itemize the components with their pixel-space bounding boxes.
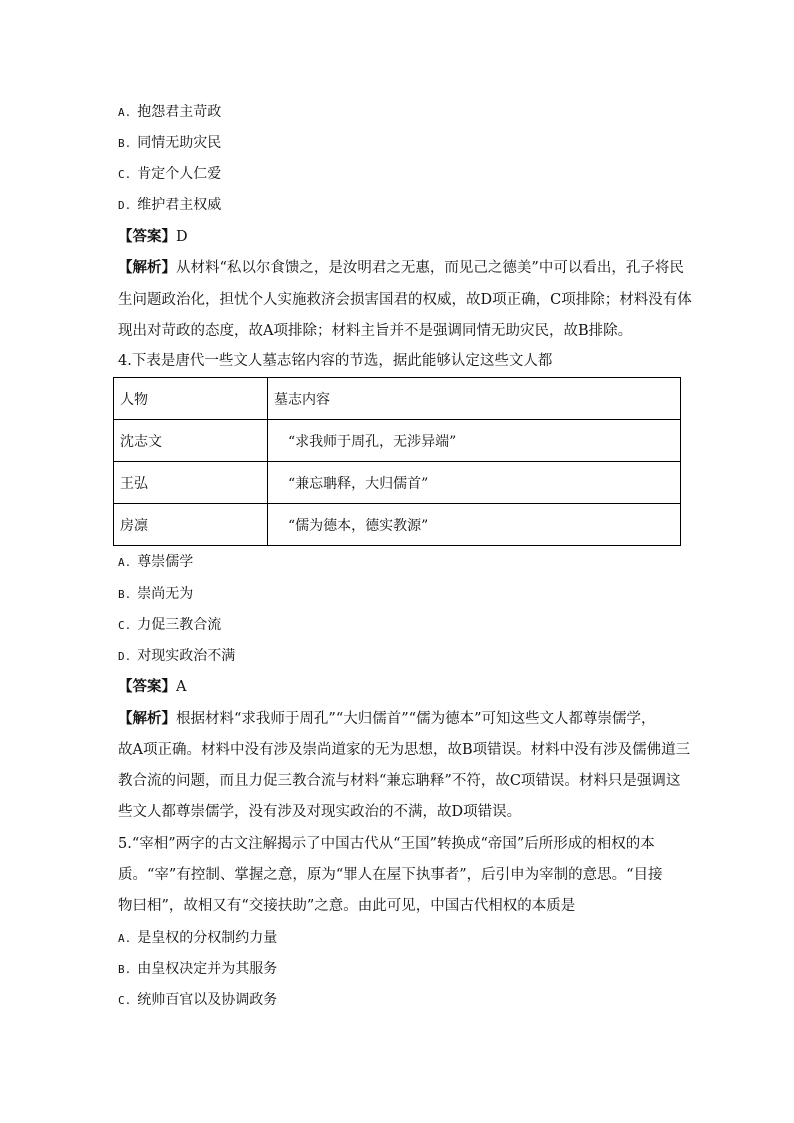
- answer-value: D: [176, 229, 188, 245]
- option-letter: C.: [118, 619, 132, 632]
- option-letter: C.: [118, 994, 132, 1007]
- option-letter: B.: [118, 137, 132, 150]
- q4-option-b: [118, 584, 193, 605]
- answer-label: 【答案】: [118, 678, 176, 695]
- q4-option-c: [118, 615, 221, 636]
- option-text: 维护君主权威: [137, 197, 222, 213]
- option-letter: D.: [118, 199, 132, 212]
- table-row: [114, 504, 681, 546]
- option-letter: C.: [118, 168, 132, 181]
- option-text: 崇尚无为: [137, 586, 194, 602]
- analysis-label: 【解析】: [118, 259, 176, 276]
- option-letter: A.: [118, 556, 132, 569]
- cell-person: 房凛: [114, 504, 268, 546]
- q4-analysis-line-2: 故A项正确。材料中没有涉及崇尚道家的无为思想，故B项错误。材料中没有涉及儒佛道三: [118, 742, 691, 758]
- q3-analysis-line-1: [118, 258, 684, 278]
- q3-analysis-line-2: 生问题政治化，担忧个人实施救济会损害国君的权威，故D项正确，C项排除；材料没有体: [118, 292, 692, 308]
- header-person: 人物: [114, 378, 268, 420]
- table-header-row: [114, 378, 681, 420]
- q5-stem-line-2: 质。“宰”有控制、掌握之意，原为“罪人在屋下执事者”，后引申为宰制的意思。“目接: [118, 867, 663, 883]
- option-text: 尊崇儒学: [137, 554, 194, 570]
- cell-content: “兼忘聃释，大归儒首”: [268, 462, 681, 504]
- q4-analysis-line-4: 些文人都尊崇儒学，没有涉及对现实政治的不满，故D项错误。: [118, 804, 522, 820]
- q3-answer: [118, 227, 188, 247]
- analysis-text: 从材料“私以尔食馈之，是汝明君之无惠，而见己之德美”中可以看出，孔子将民: [176, 260, 684, 276]
- option-letter: B.: [118, 963, 132, 976]
- cell-person: 王弘: [114, 462, 268, 504]
- q3-option-b: [118, 133, 221, 154]
- header-content: 墓志内容: [268, 378, 681, 420]
- q4-option-d: [118, 646, 235, 667]
- cell-content: “求我师于周孔，无涉异端”: [268, 420, 681, 462]
- option-text: 力促三教合流: [137, 617, 222, 633]
- option-text: 由皇权决定并为其服务: [137, 961, 278, 977]
- option-text: 是皇权的分权制约力量: [137, 930, 278, 946]
- option-letter: A.: [118, 932, 132, 945]
- q5-option-c: [118, 990, 277, 1011]
- q4-analysis-line-1: [118, 709, 655, 729]
- q3-option-d: [118, 195, 221, 216]
- q5-option-b: [118, 959, 277, 980]
- table-row: [114, 462, 681, 504]
- table-row: [114, 420, 681, 462]
- option-text: 肯定个人仁爱: [137, 166, 222, 182]
- q5-option-a: [118, 928, 277, 949]
- q5-stem-line-3: 物曰相”，故相又有“交接扶助”之意。由此可见，中国古代相权的本质是: [118, 898, 576, 914]
- q3-analysis-line-3: 现出对苛政的态度，故A项排除；材料主旨并不是强调同情无助灾民，故B排除。: [118, 323, 633, 339]
- analysis-label: 【解析】: [118, 710, 176, 727]
- q4-stem: 4.下表是唐代一些文人墓志铭内容的节选，据此能够认定这些文人都: [118, 353, 553, 369]
- epitaph-table: [113, 377, 681, 546]
- answer-label: 【答案】: [118, 228, 176, 245]
- q4-answer: [118, 677, 186, 697]
- option-text: 统帅百官以及协调政务: [137, 992, 278, 1008]
- option-letter: D.: [118, 650, 132, 663]
- cell-person: 沈志文: [114, 420, 268, 462]
- q4-option-a: [118, 552, 193, 573]
- q3-option-c: [118, 164, 221, 185]
- q5-stem-line-1: 5.“宰相”两字的古文注解揭示了中国古代从“王国”转换成“帝国”后所形成的相权的本: [118, 836, 655, 852]
- analysis-text: 根据材料“求我师于周孔”“大归儒首”“儒为德本”可知这些文人都尊崇儒学，: [176, 711, 656, 727]
- q4-analysis-line-3: 教合流的问题，而且力促三教合流与材料“兼忘聃释”不符，故C项错误。材料只是强调这: [118, 773, 681, 789]
- option-letter: B.: [118, 588, 132, 601]
- option-text: 对现实政治不满: [137, 648, 236, 664]
- option-text: 同情无助灾民: [137, 135, 222, 151]
- option-text: 抱怨君主苛政: [137, 104, 222, 120]
- cell-content: “儒为德本，德实教源”: [268, 504, 681, 546]
- answer-value: A: [176, 679, 187, 695]
- q3-option-a: [118, 102, 221, 123]
- option-letter: A.: [118, 106, 132, 119]
